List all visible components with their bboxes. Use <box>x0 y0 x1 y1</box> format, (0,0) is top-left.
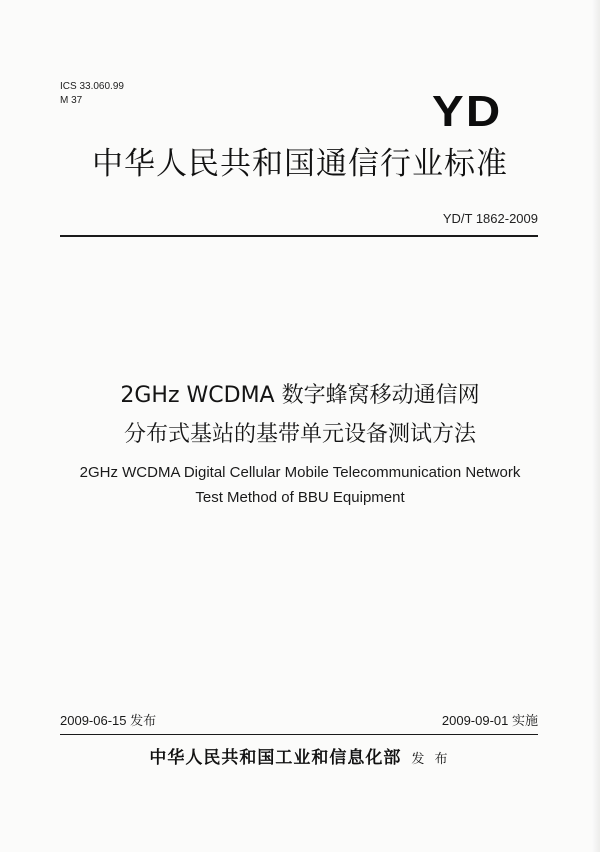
english-title-line-2: Test Method of BBU Equipment <box>195 489 405 506</box>
effective-date: 2009-09-01 实施 <box>441 713 538 728</box>
issuing-authority: 中华人民共和国工业和信息化部 <box>149 748 402 768</box>
header-divider <box>60 235 538 237</box>
standard-number: YD/T 1862-2009 <box>442 211 538 226</box>
chinese-title-line-1: 2GHz WCDMA 数字蜂窝移动通信网 <box>120 383 480 408</box>
standard-category-title: 中华人民共和国通信行业标准 <box>92 146 508 182</box>
ics-code: ICS 33.060.99 <box>60 81 124 92</box>
issue-date: 2009-06-15 发布 <box>60 713 157 728</box>
footer-divider <box>60 734 538 735</box>
issued-label: 发 布 <box>411 752 451 767</box>
classification-codes <box>60 80 124 108</box>
issuer-line <box>0 746 600 772</box>
ccs-code: M 37 <box>60 95 83 106</box>
yd-logo: YD <box>432 87 503 136</box>
chinese-title-line-2: 分布式基站的基带单元设备测试方法 <box>123 422 476 447</box>
english-title-line-1: 2GHz WCDMA Digital Cellular Mobile Telecommunication Network <box>79 464 521 481</box>
